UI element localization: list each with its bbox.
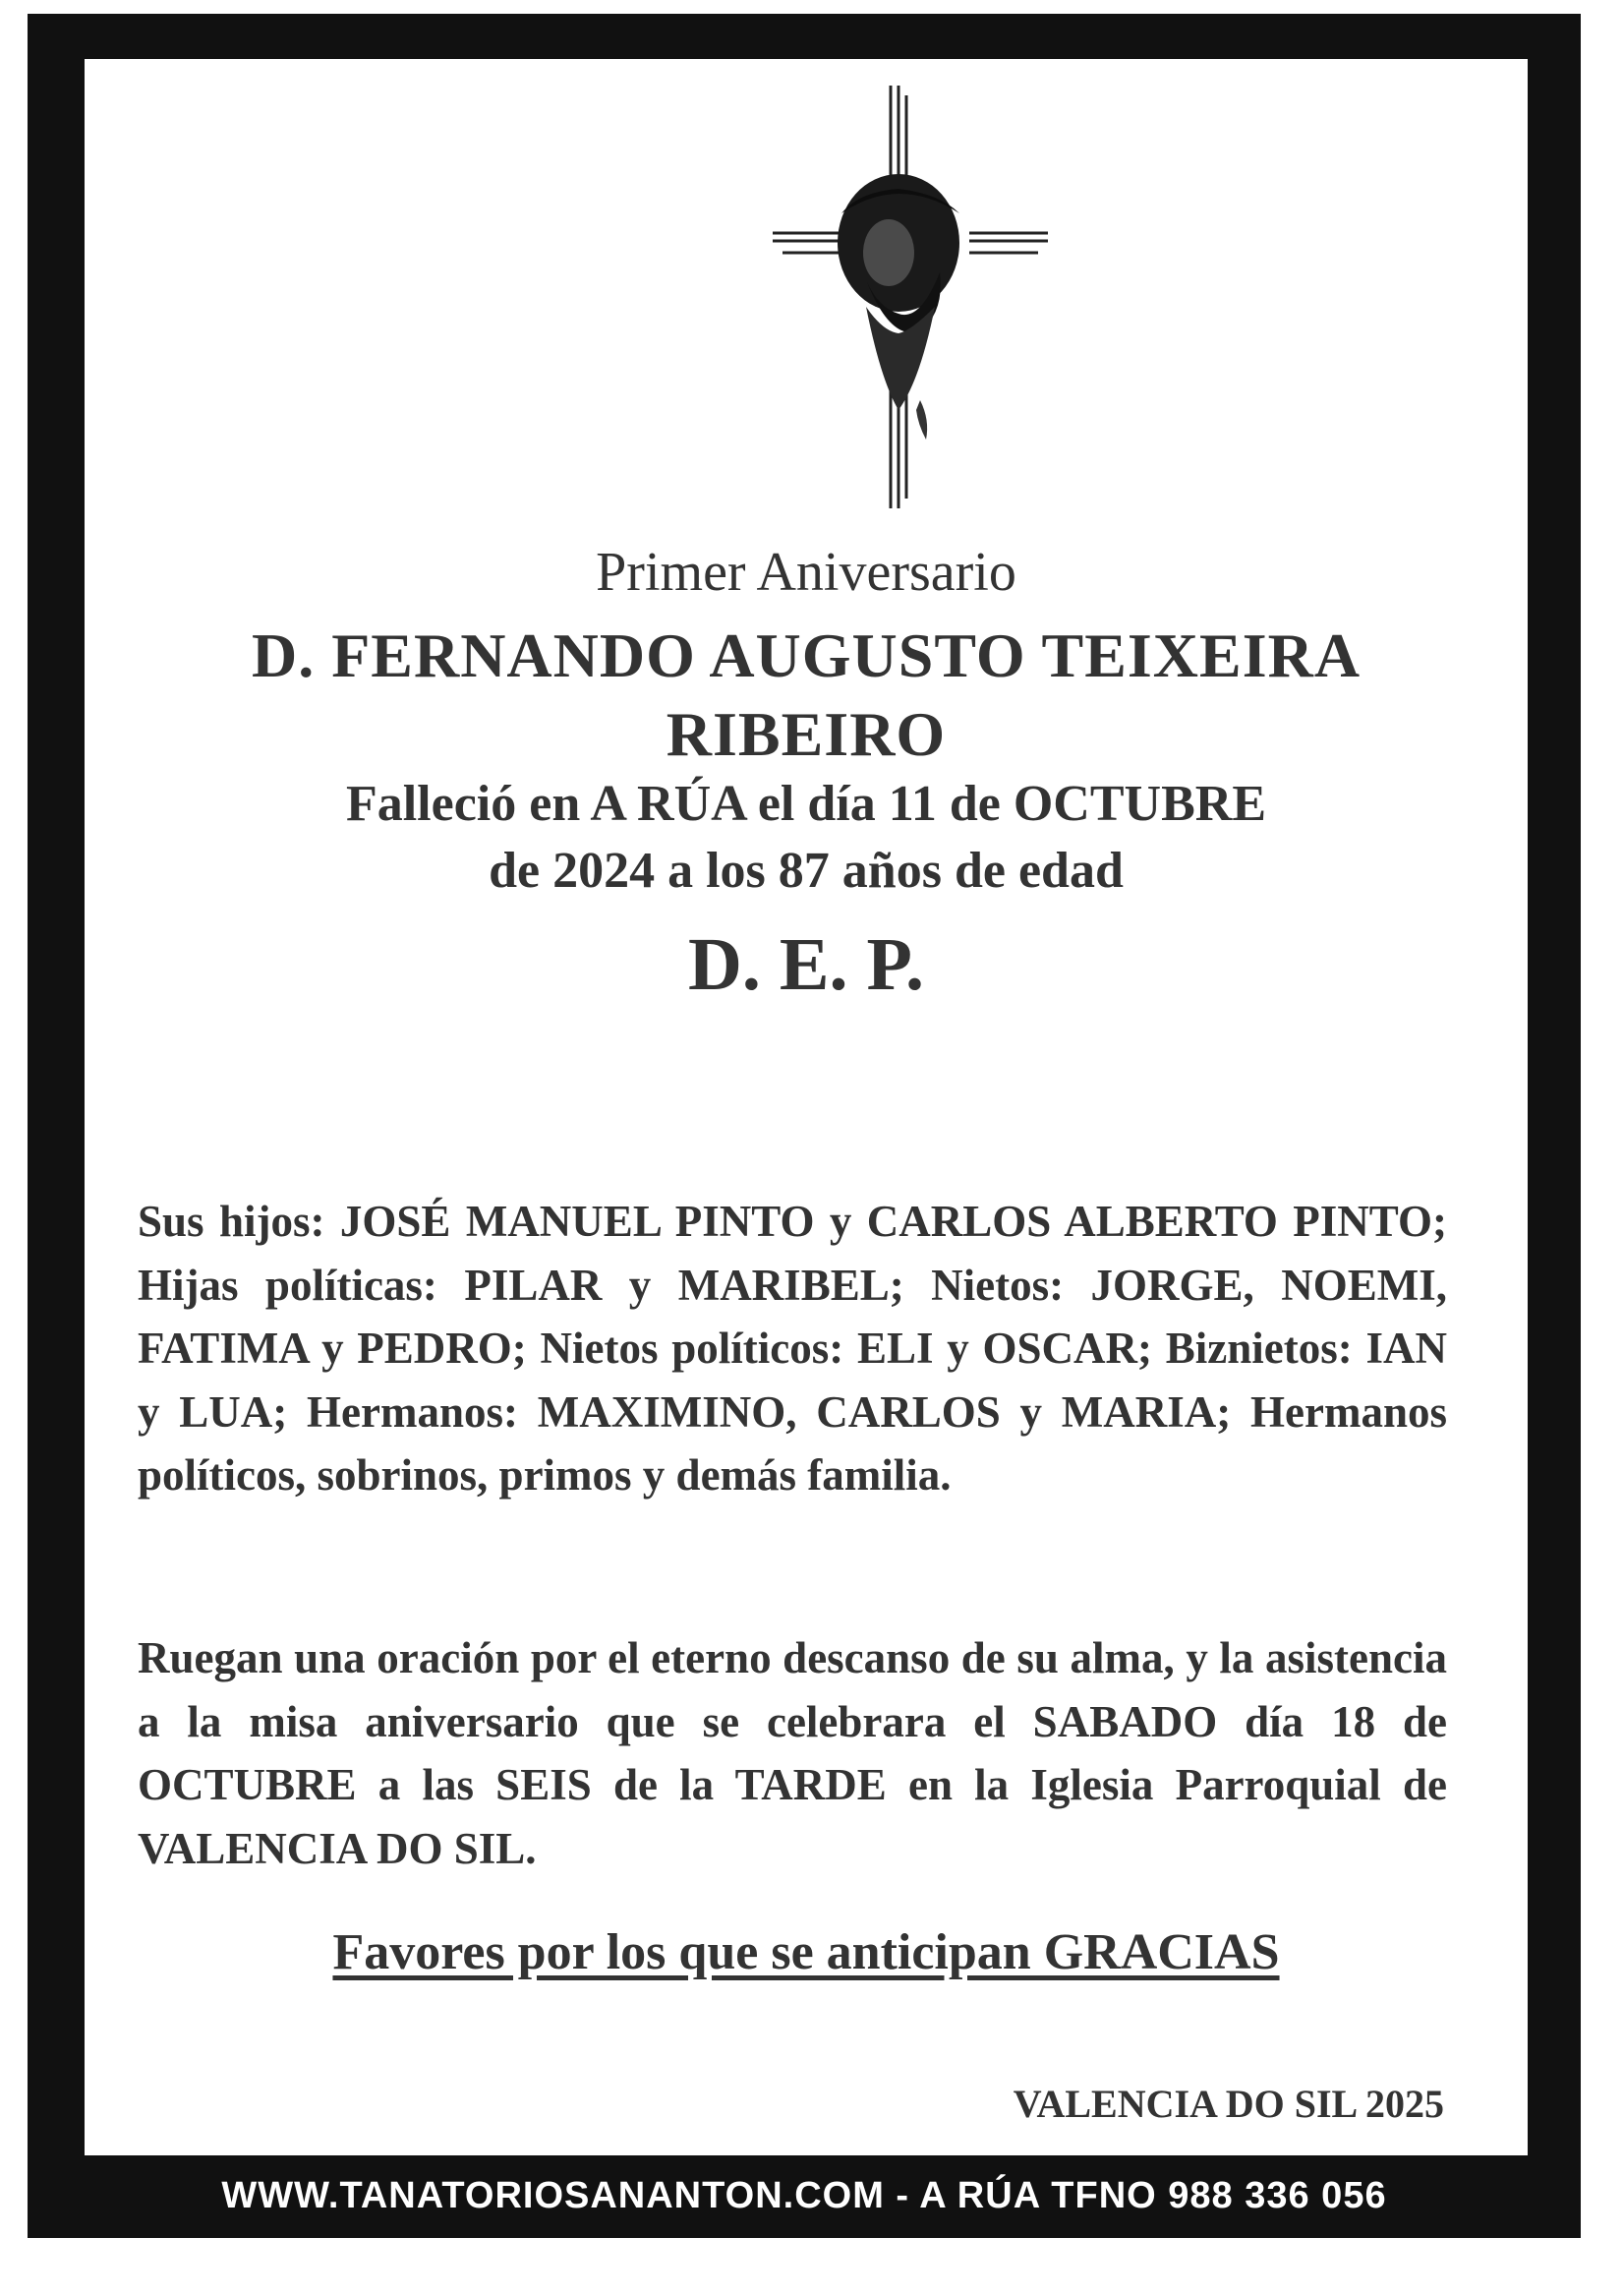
place-year: VALENCIA DO SIL 2025 — [1013, 2082, 1444, 2126]
family-paragraph: Sus hijos: JOSÉ MANUEL PINTO y CARLOS ALBERTO PINTO; Hijas políticas: PILAR y MARIBEL; Nietos: JORGE, NOEMI, FATIMA y PEDRO; Nietos políticos: ELI y OSCAR; Biznietos: IAN y LUA; Hermanos: MAXIMINO, CARLOS y MARIA; Hermanos políticos, sobrinos, primos y demás familia. — [138, 1197, 1447, 1500]
crucifix-icon — [773, 86, 1048, 518]
footer-contact: WWW.TANATORIOSANANTON.COM - A RÚA TFNO 988 336 056 — [221, 2175, 1387, 2216]
anniversary-title: Primer Aniversario — [596, 542, 1016, 603]
death-info-line2: de 2024 a los 87 años de edad — [489, 843, 1124, 899]
thanks-text: Favores por los que se anticipan GRACIAS — [332, 1924, 1280, 1980]
obituary-sheet — [85, 59, 1528, 2155]
deceased-name-line2: RIBEIRO — [666, 699, 947, 769]
rip-heading: D. E. P. — [687, 923, 925, 1006]
deceased-name-line1: D. FERNANDO AUGUSTO TEIXEIRA — [251, 620, 1362, 690]
death-info-line1: Falleció en A RÚA el día 11 de OCTUBRE — [345, 776, 1267, 832]
thanks-line — [85, 1923, 1528, 1981]
prayer-paragraph: Ruegan una oración por el eterno descanso de su alma, y la asistencia a la misa aniversario que se celebrara el SABADO día 18 de OCTUBRE a las SEIS de la TARDE en la Iglesia Parroquial de VALENCIA DO SIL. — [138, 1633, 1447, 1873]
